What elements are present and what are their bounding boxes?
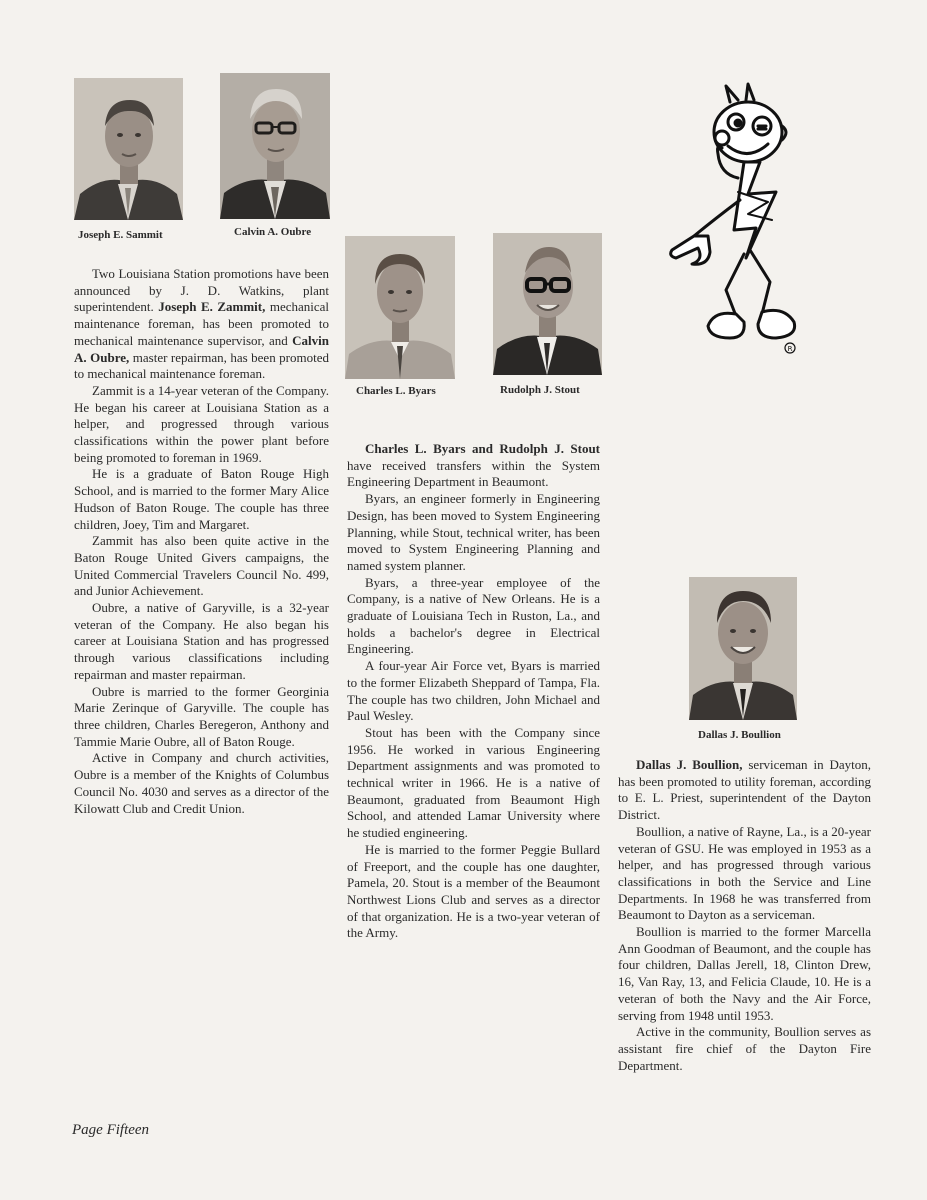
col2-paragraph: A four-year Air Force vet, Byars is married to the former Elizabeth Sheppard of Tampa, Fla. The couple has two children, John Michael and Paul Wesley.	[347, 658, 600, 724]
caption-boullion: Dallas J. Boullion	[698, 729, 781, 741]
article-dayton	[618, 757, 871, 1074]
col2-paragraph: Byars, an engineer formerly in Engineering Design, has been moved to System Engineering Planning, while Stout, technical writer, has been moved to System Engineering Planning and named system planner.	[347, 491, 600, 573]
photo-joseph-sammit	[74, 78, 183, 220]
col1-paragraph: He is a graduate of Baton Rouge High School, and is married to the former Mary Alice Hudson of Baton Rouge. The couple has three children, Joey, Tim and Margaret.	[74, 466, 329, 532]
col2-paragraph: Byars, a three-year employee of the Company, is a native of New Orleans. He is a graduate of Louisiana Tech in Ruston, La., and holds a bachelor's degree in Electrical Engineering.	[347, 574, 600, 657]
article-louisiana-station	[74, 266, 329, 817]
svg-text:R: R	[787, 345, 793, 353]
col1-paragraph: Oubre, a native of Garyville, is a 32-year veteran of the Company. He also began his career at Louisiana Station and has progressed through various classifications including repairman and master repairman.	[74, 600, 329, 682]
page-number: Page Fifteen	[72, 1122, 150, 1138]
caption-byars: Charles L. Byars	[356, 385, 436, 397]
col1-paragraph: Active in Company and church activities, Oubre is a member of the Knights of Columbus Council No. 4030 and serves as a director of the Kilowatt Club and Credit Union.	[74, 750, 329, 816]
col1-paragraph: Two Louisiana Station promotions have been announced by J. D. Watkins, plant superintendent. Joseph E. Zammit, mechanical maintenance foreman, has been promoted to mechanical maintenance supervisor, and Calvin A. Oubre, master repairman, has been promoted to mechanical maintenance foreman.	[74, 266, 330, 382]
photo-charles-byars	[345, 236, 455, 379]
col2-paragraph: He is married to the former Peggie Bullard of Freeport, and the couple has one daughter, Pamela, 20. Stout is a member of the Beaumont Northwest Lions Club and serves as a director of that organization. He is a two-year veteran of the Army.	[347, 841, 600, 941]
col2-paragraph: Charles L. Byars and Rudolph J. Stout have received transfers within the System Engineering Department in Beaumont.	[347, 441, 600, 490]
col3-paragraph: Boullion is married to the former Marcella Ann Goodman of Beaumont, and the couple has four children, Dallas Jerell, 18, Clinton Drew, 16, Van Ray, 13, and Felicia Claude, 10. He is a veteran of both the Navy and the Air Force, serving from 1948 until 1953.	[618, 924, 871, 1023]
caption-oubre: Calvin A. Oubre	[234, 226, 312, 238]
article-system-engineering	[347, 441, 600, 942]
reddy-kilowatt-illustration	[664, 82, 804, 372]
photo-dallas-boullion	[689, 577, 797, 720]
photo-rudolph-stout	[493, 233, 602, 375]
col3-paragraph: Dallas J. Boullion, serviceman in Dayton, has been promoted to utility foreman, according to E. L. Priest, superintendent of the Dayton District.	[618, 757, 871, 823]
photo-calvin-oubre	[220, 73, 330, 219]
caption-sammit: Joseph E. Sammit	[78, 229, 163, 241]
col3-paragraph: Boullion, a native of Rayne, La., is a 20-year veteran of GSU. He was employed in 1953 as a helper, and has progressed through various classifications in both the Service and Line Departments. In 1968 he was transferred from Beaumont to Dayton as a serviceman.	[618, 823, 871, 923]
col3-paragraph: Active in the community, Boullion serves as assistant fire chief of the Dayton Fire Department.	[618, 1024, 871, 1073]
col1-paragraph: Zammit is a 14-year veteran of the Company. He began his career at Louisiana Station as a helper, and progressed through various classifications within the power plant before being promoted to foreman in 1969.	[74, 382, 329, 465]
col2-paragraph: Stout has been with the Company since 1956. He worked in various Engineering Department assignments and was promoted to technical writer in 1966. He is a native of Beaumont, graduated from Beaumont High School, and attended Lamar University where he studied engineering.	[347, 724, 600, 841]
caption-stout: Rudolph J. Stout	[500, 384, 580, 396]
col1-paragraph: Zammit has also been quite active in the Baton Rouge United Givers campaigns, the United Commercial Travelers Council No. 499, and Junior Achievement.	[74, 533, 329, 599]
col1-paragraph: Oubre is married to the former Georginia Marie Zerinque of Garyville. The couple has three children, Charles Beregeron, Anthony and Tammie Marie Oubre, all of Baton Rouge.	[74, 683, 329, 749]
